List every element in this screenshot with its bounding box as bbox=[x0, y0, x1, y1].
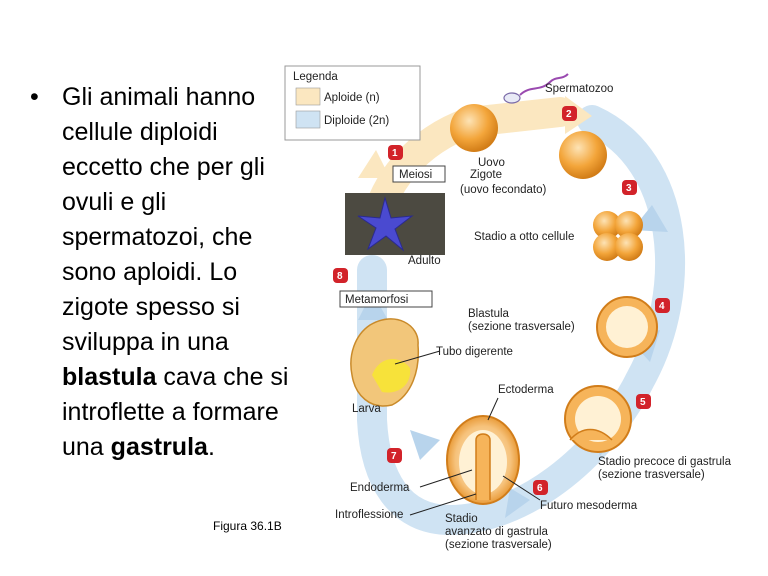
blastula-sub-label: (sezione trasversale) bbox=[468, 321, 575, 333]
svg-text:7: 7 bbox=[391, 451, 397, 462]
text-part-3: . bbox=[207, 433, 215, 461]
blastula-illustration bbox=[597, 297, 657, 357]
svg-text:5: 5 bbox=[640, 397, 646, 408]
eight-cell-illustration bbox=[593, 211, 643, 261]
svg-text:1: 1 bbox=[392, 148, 398, 159]
svg-text:8: 8 bbox=[337, 271, 343, 282]
legend-title: Legenda bbox=[293, 71, 338, 83]
early-gastrula-illustration bbox=[565, 386, 631, 452]
adult-starfish-photo bbox=[345, 193, 445, 255]
eight-cell-label: Stadio a otto cellule bbox=[474, 231, 575, 243]
sperm-label: Spermatozoo bbox=[545, 83, 614, 95]
late-gastrula-sub-label-1: avanzato di gastrula bbox=[445, 526, 548, 538]
zygote-label: Zigote bbox=[470, 169, 502, 181]
text-part-2: cava che si introflette a formare una bbox=[62, 363, 289, 461]
egg-illustration bbox=[450, 104, 498, 152]
svg-text:3: 3 bbox=[626, 183, 632, 194]
figure-caption: Figura 36.1B bbox=[213, 519, 282, 533]
text-part-1: Gli animali hanno cellule diploidi eccetto che per gli ovuli e gli spermatozoi, che sono aploidi. Lo zigote spesso si sviluppa in una bbox=[62, 83, 265, 356]
late-gastrula-label: Stadio bbox=[445, 513, 478, 525]
introflection-label: Introflessione bbox=[335, 509, 404, 521]
svg-text:2: 2 bbox=[566, 109, 572, 120]
egg-label: Uovo bbox=[478, 157, 505, 169]
svg-text:6: 6 bbox=[537, 483, 543, 494]
arrow-8 bbox=[358, 150, 390, 178]
legend bbox=[285, 66, 420, 140]
step-badge-2 bbox=[562, 106, 577, 121]
step-badge-3 bbox=[622, 180, 637, 195]
gut-label: Tubo digerente bbox=[436, 346, 513, 358]
adult-label: Adulto bbox=[408, 255, 441, 267]
step-badge-7 bbox=[387, 448, 402, 463]
step-badge-5 bbox=[636, 394, 651, 409]
blastula-label: Blastula bbox=[468, 308, 509, 320]
future-mesoderm-label: Futuro mesoderma bbox=[540, 500, 638, 512]
zygote-illustration bbox=[559, 131, 607, 179]
step-badge-6 bbox=[533, 480, 548, 495]
legend-haploid-label: Aploide (n) bbox=[324, 92, 380, 104]
ectoderm-label: Ectoderma bbox=[498, 384, 554, 396]
step-badge-4 bbox=[655, 298, 670, 313]
zygote-sub-label: (uovo fecondato) bbox=[460, 184, 547, 196]
legend-diploid-label: Diploide (2n) bbox=[324, 115, 390, 127]
late-gastrula-sub-label-2: (sezione trasversale) bbox=[445, 539, 552, 551]
meiosis-label: Meiosi bbox=[399, 169, 433, 181]
term-gastrula: gastrula bbox=[110, 433, 208, 461]
legend-diploid-swatch bbox=[296, 111, 320, 128]
early-gastrula-label: Stadio precoce di gastrula bbox=[598, 456, 731, 468]
early-gastrula-sub-label: (sezione trasversale) bbox=[598, 469, 705, 481]
legend-haploid-swatch bbox=[296, 88, 320, 105]
step-badge-1 bbox=[388, 145, 403, 160]
late-gastrula-illustration bbox=[447, 416, 519, 504]
endoderm-label: Endoderma bbox=[350, 482, 410, 494]
bullet-dot: • bbox=[30, 83, 39, 111]
arrow-6 bbox=[410, 430, 440, 460]
term-blastula: blastula bbox=[62, 363, 157, 391]
step-badge-8 bbox=[333, 268, 348, 283]
svg-text:4: 4 bbox=[659, 301, 665, 312]
larva-label: Larva bbox=[352, 403, 381, 415]
metamorphosis-label: Metamorfosi bbox=[345, 294, 409, 306]
